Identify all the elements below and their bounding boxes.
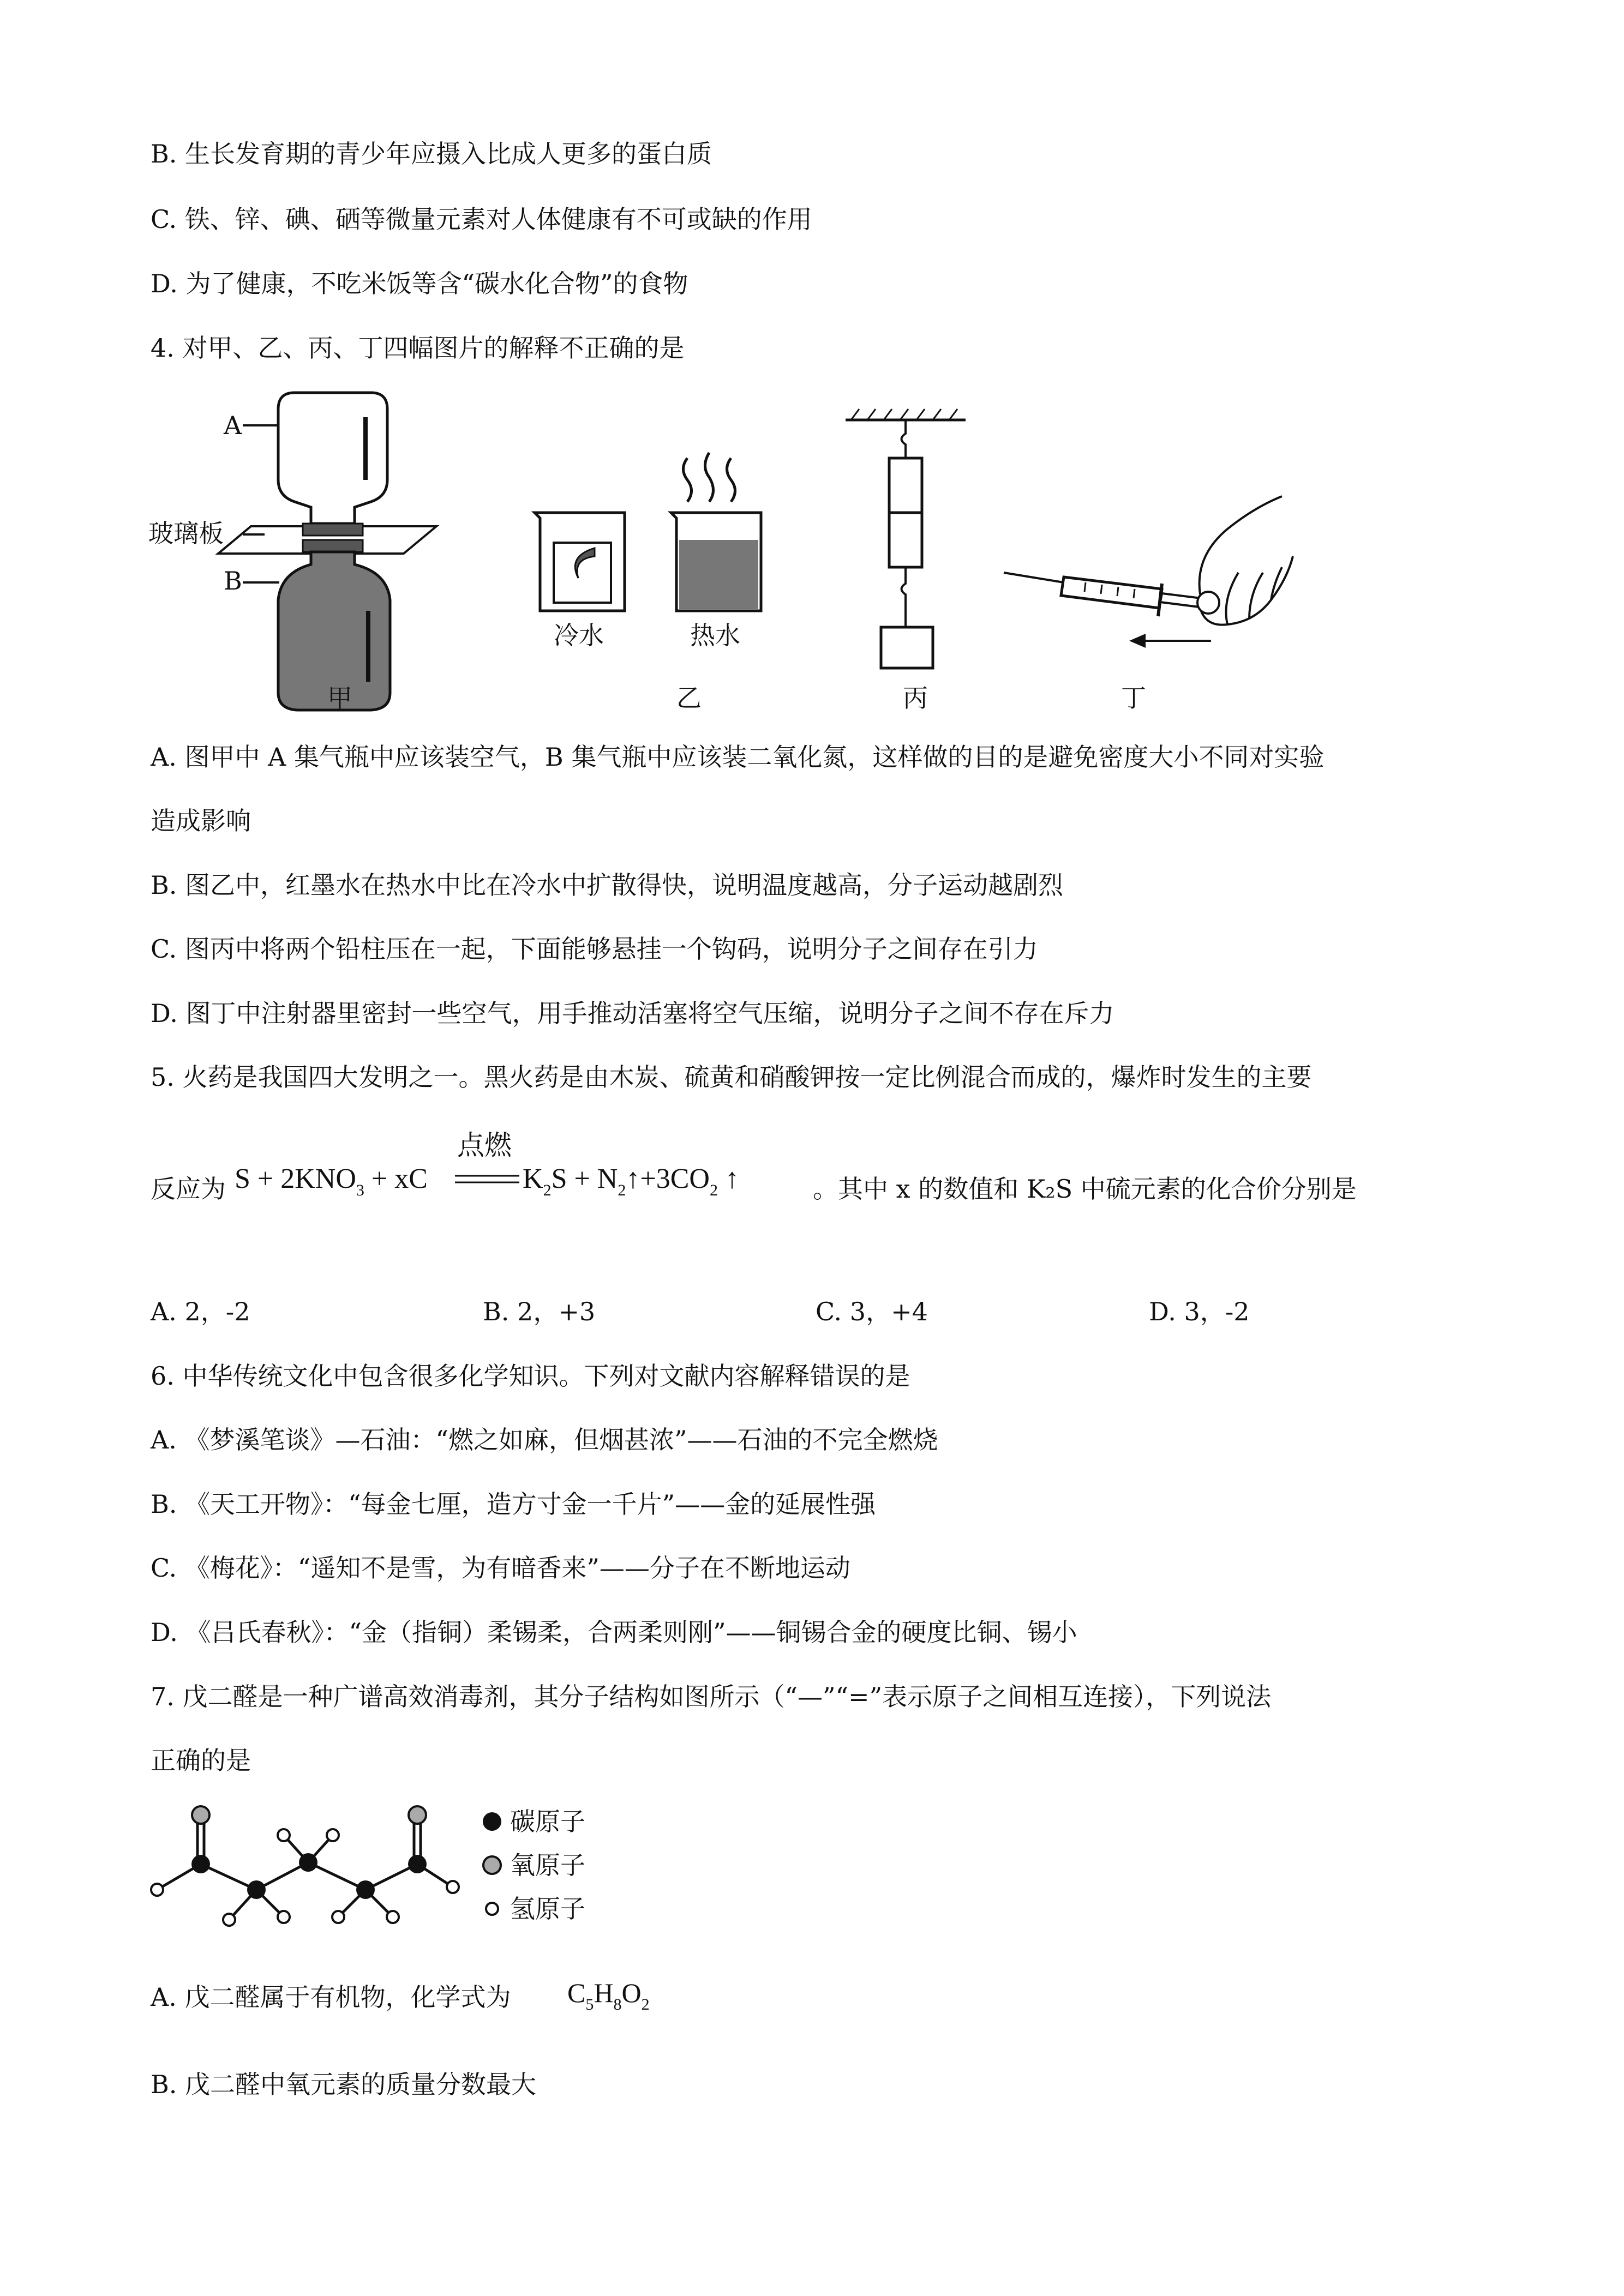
q4-option-c: C. 图丙中将两个铅柱压在一起，下面能够悬挂一个钩码，说明分子之间存在引力 — [151, 934, 1038, 964]
carbon-atom — [191, 1855, 210, 1873]
eq-r2: S + N — [551, 1163, 618, 1194]
hydrogen-atom — [332, 1911, 344, 1923]
q6-stem: 6. 中华传统文化中包含很多化学知识。下列对文献内容解释错误的是 — [151, 1361, 910, 1391]
q5-option-b: B. 2，+3 — [483, 1297, 596, 1326]
q5-option-d: D. 3，-2 — [1149, 1297, 1250, 1326]
q5-stem: 5. 火药是我国四大发明之一。黑火药是由木炭、硫黄和硝酸钾按一定比例混合而成的，爆炸时发生的主要 — [151, 1062, 1312, 1092]
hydrogen-atom — [327, 1829, 339, 1841]
q4-option-a-line2: 造成影响 — [151, 806, 251, 836]
q4-option-d: D. 图丁中注射器里密封一些空气，用手推动活塞将空气压缩，说明分子之间不存在斥力 — [151, 999, 1114, 1028]
legend-oxygen: 氧原子 — [510, 1850, 585, 1880]
q6-option-a: A. 《梦溪笔谈》—石油：“燃之如麻，但烟甚浓”——石油的不完全燃烧 — [151, 1425, 938, 1454]
formula-h-sub: 8 — [613, 1996, 622, 2013]
q3-option-d: D. 为了健康，不吃米饭等含“碳水化合物”的食物 — [151, 269, 688, 298]
hydrogen-atom — [223, 1914, 235, 1926]
q5-equation — [235, 1163, 428, 1200]
legend-markers — [480, 1800, 507, 1931]
eq-r3-sub: 2 — [709, 1181, 718, 1199]
q6-option-b: B. 《天工开物》：“每金七厘，造方寸金一千片”——金的延展性强 — [151, 1489, 876, 1519]
label-glass-plate: 玻璃板 — [148, 519, 224, 548]
formula-c: C — [567, 1978, 586, 2008]
q5-option-a: A. 2，-2 — [151, 1297, 250, 1326]
q5-suffix: 。其中 x 的数值和 K₂S 中硫元素的化合价分别是 — [813, 1174, 1357, 1204]
formula-c-sub: 5 — [585, 1996, 594, 2013]
hydrogen-atom — [447, 1881, 459, 1893]
eq-r3: ↑+3CO — [626, 1163, 710, 1194]
label-bing: 丙 — [903, 683, 928, 713]
q4-option-b: B. 图乙中，红墨水在热水中比在冷水中扩散得快，说明温度越高，分子运动越剧烈 — [151, 870, 1064, 900]
carbon-atom — [408, 1855, 427, 1873]
figure-ding — [998, 491, 1304, 676]
carbon-atom — [299, 1853, 317, 1872]
q6-option-c: C. 《梅花》：“遥知不是雪，为有暗香来”——分子在不断地运动 — [151, 1553, 850, 1583]
q4-option-a-line1: A. 图甲中 A 集气瓶中应该装空气，B 集气瓶中应该装二氧化氮，这样做的目的是避免密度大小不同对实验 — [151, 742, 1325, 772]
eq-r4: ↑ — [717, 1163, 739, 1194]
hook-weight — [881, 627, 933, 668]
hydrogen-atom — [387, 1911, 399, 1923]
hydrogen-atom — [278, 1829, 290, 1841]
eq-left-tail: + xC — [364, 1163, 428, 1194]
formula-h: H — [594, 1978, 614, 2008]
reaction-condition: 点燃 — [457, 1129, 512, 1161]
formula-o-sub: 2 — [641, 1996, 650, 2013]
lead-cylinder-2 — [889, 513, 922, 567]
q4-stem: 4. 对甲、乙、丙、丁四幅图片的解释不正确的是 — [151, 333, 685, 363]
reaction-equals-sign — [455, 1173, 519, 1186]
legend-hydrogen: 氢原子 — [510, 1894, 585, 1924]
carbon-atom — [356, 1880, 375, 1899]
figure-bing — [835, 404, 976, 687]
label-yi: 乙 — [676, 683, 702, 713]
label-a: A — [224, 411, 242, 440]
q5-equation-right — [523, 1163, 739, 1200]
oxygen-atom — [409, 1806, 426, 1824]
eq-left-sub: 3 — [356, 1181, 364, 1199]
hydrogen-atom — [278, 1911, 290, 1923]
lead-cylinder-1 — [889, 458, 922, 513]
figure-yi — [524, 447, 775, 622]
q7-option-a-formula — [567, 1977, 650, 2014]
q7-stem-line1: 7. 戊二醛是一种广谱高效消毒剂，其分子结构如图所示（“—”“=”表示原子之间相互连接），下列说法 — [151, 1682, 1272, 1711]
q7-stem-line2: 正确的是 — [151, 1746, 251, 1775]
eq-r2-sub: 2 — [618, 1181, 626, 1199]
syringe — [1061, 577, 1162, 608]
legend-carbon-icon — [483, 1812, 501, 1831]
q7-option-a-text: A. 戊二醛属于有机物，化学式为 — [151, 1982, 511, 2012]
eq-r1: K — [523, 1163, 543, 1194]
label-cold-water: 冷水 — [554, 621, 604, 650]
label-b: B — [224, 566, 242, 596]
legend-carbon: 碳原子 — [510, 1807, 585, 1836]
hydrogen-atom — [151, 1884, 163, 1896]
label-hot-water: 热水 — [690, 621, 740, 650]
formula-o: O — [621, 1978, 642, 2008]
q5-prefix: 反应为 — [151, 1174, 226, 1204]
eq-r1-sub: 2 — [543, 1181, 552, 1199]
push-arrow-icon — [1129, 634, 1146, 648]
gas-bottle-a — [278, 393, 387, 524]
molecule-structure — [147, 1800, 475, 1942]
eq-left: S + 2KNO — [235, 1163, 356, 1194]
q3-option-c: C. 铁、锌、碘、硒等微量元素对人体健康有不可或缺的作用 — [151, 205, 812, 234]
oxygen-atom — [192, 1806, 209, 1824]
q5-option-c: C. 3，+4 — [816, 1297, 928, 1326]
label-ding: 丁 — [1121, 683, 1146, 713]
figure-jia — [147, 376, 453, 725]
label-jia: 甲 — [327, 683, 352, 713]
carbon-atom — [247, 1880, 266, 1899]
q7-option-b: B. 戊二醛中氧元素的质量分数最大 — [151, 2070, 537, 2099]
q6-option-d: D. 《吕氏春秋》：“金（指铜）柔锡柔，合两柔则刚”——铜锡合金的硬度比铜、锡小 — [151, 1618, 1077, 1647]
q3-option-b: B. 生长发育期的青少年应摄入比成人更多的蛋白质 — [151, 139, 712, 169]
legend-oxygen-icon — [483, 1856, 501, 1874]
legend-hydrogen-icon — [486, 1903, 498, 1915]
